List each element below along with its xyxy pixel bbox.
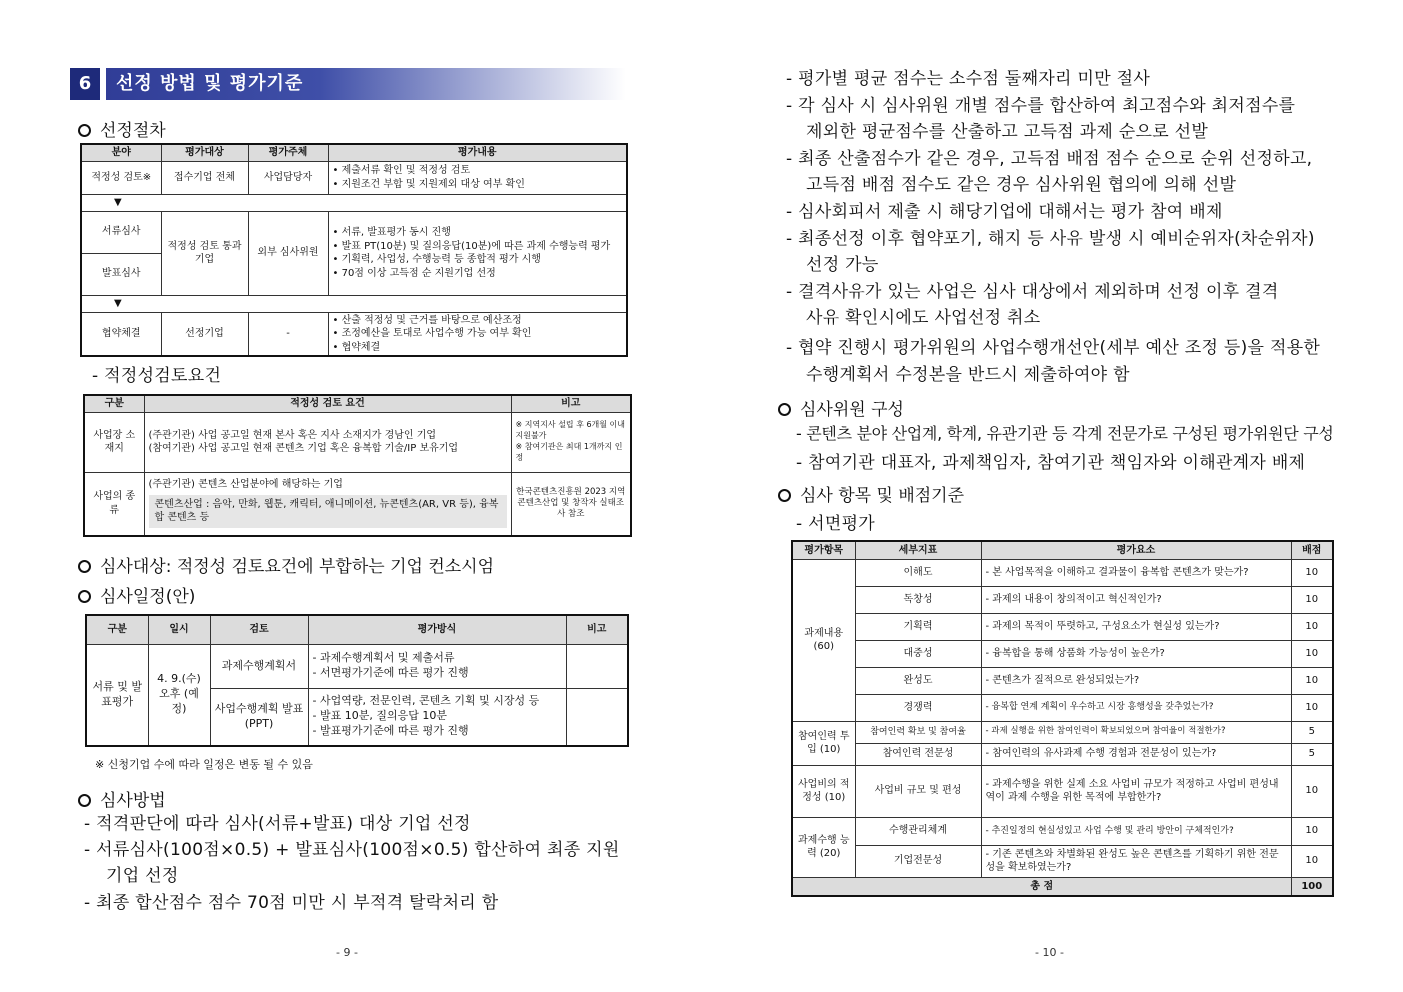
location-label: 사업장 소재지 (84, 412, 144, 472)
method-line: - 적격판단에 따라 심사(서류+발표) 대상 기업 선정 (84, 814, 471, 834)
schedule-date: 4. 9.(수) 오후 (예정) (148, 644, 210, 746)
rule-line: - 각 심사 시 심사위원 개별 점수를 합산하여 최고점수와 최저점수를 (786, 96, 1296, 116)
row-target: 적정성 검토 통과기업 (161, 211, 248, 295)
element: - 기존 콘텐츠와 차별화된 완성도 높은 콘텐츠를 기획하기 위한 전문성을 확보하였는가? (981, 845, 1291, 877)
row-field: 적정성 검토※ (81, 161, 161, 194)
row-target: 접수기업 전체 (161, 161, 248, 194)
header-note: 비고 (511, 395, 631, 412)
note-empty (566, 688, 628, 746)
header-review: 검토 (210, 615, 308, 644)
method-heading: 심사방법 (78, 786, 166, 811)
content-industry-box: 콘텐츠산업 : 음악, 만화, 웹툰, 캐릭터, 애니메이션, 뉴콘텐츠(AR, VR 등), 융복합 콘텐츠 등 (149, 495, 507, 528)
schedule-note: ※ 신청기업 수에 따라 일정은 변동 될 수 있음 (95, 758, 313, 771)
rule-line: 제외한 평균점수를 산출하고 고득점 과제 순으로 선발 (806, 122, 1209, 142)
element: - 과제의 내용이 창의적이고 혁신적인가? (981, 586, 1291, 613)
indicator: 사업비 규모 및 편성 (855, 765, 981, 817)
right-page (700, 0, 1403, 992)
row-field-doc: 서류심사 (81, 211, 161, 253)
method-line: - 최종 합산점수 점수 70점 미만 시 부적격 탈락처리 함 (84, 893, 499, 913)
indicator: 수행관리체계 (855, 817, 981, 845)
row-field-pt: 발표심사 (81, 253, 161, 295)
rule-line: - 심사회피서 제출 시 해당기업에 대해서는 평가 참여 배제 (786, 202, 1223, 222)
location-note: ※ 지역지사 설립 후 6개월 이내 지원불가 ※ 참여기관은 최대 1개까지 인정 (511, 412, 631, 472)
score: 10 (1291, 613, 1333, 640)
flow-arrow: ▼ (81, 295, 627, 312)
header-field: 분야 (81, 144, 161, 161)
method-line: - 서류심사(100점×0.5) + 발표심사(100점×0.5) 합산하여 최종 지원 (84, 840, 620, 860)
schedule-table (85, 614, 629, 747)
score: 10 (1291, 586, 1333, 613)
procedure-table (80, 143, 628, 357)
page-number: - 9 - (336, 946, 358, 959)
rule-line: 선정 가능 (806, 255, 879, 275)
method-plan: - 과제수행계획서 및 제출서류 - 서면평가기준에 따른 평가 진행 (308, 644, 566, 688)
score: 5 (1291, 721, 1333, 743)
eligibility-table (83, 394, 632, 537)
page-number: - 10 - (1035, 946, 1064, 959)
rule-line: - 협약 진행시 평가위원의 사업수행개선안(세부 예산 조정 등)을 적용한 (786, 338, 1321, 358)
note-empty (566, 644, 628, 688)
rule-line: 사유 확인시에도 사업선정 취소 (806, 308, 1041, 328)
element: - 융복합을 통해 상품화 가능성이 높은가? (981, 640, 1291, 667)
header-element: 평가요소 (981, 541, 1291, 559)
header-category: 구분 (86, 615, 148, 644)
score: 5 (1291, 743, 1333, 765)
indicator: 참여인력 전문성 (855, 743, 981, 765)
score: 10 (1291, 845, 1333, 877)
indicator: 경쟁력 (855, 694, 981, 721)
business-type-requirement: (주관기관) 콘텐츠 산업분야에 해당하는 기업 콘텐츠산업 : 음악, 만화, 웹툰, 캐릭터, 애니메이션, 뉴콘텐츠(AR, VR 등), 융복합 콘텐츠 등 (144, 472, 511, 536)
element: - 융복합 연계 계획이 우수하고 시장 흥행성을 갖추었는가? (981, 694, 1291, 721)
location-requirement: (주관기관) 사업 공고일 현재 본사 혹은 지사 소재지가 경남인 기업 (참여기관) 사업 공고일 현재 콘텐츠 기업 혹은 융복합 기술/IP 보유기업 (144, 412, 511, 472)
committee-line: - 참여기관 대표자, 과제책임자, 참여기관 책임자와 이해관계자 배제 (796, 453, 1306, 473)
method-pt: - 사업역량, 전문인력, 콘텐츠 기획 및 시장성 등 - 발표 10분, 질의응답 10분 - 발표평가기준에 따른 평가 진행 (308, 688, 566, 746)
header-note: 비고 (566, 615, 628, 644)
element: - 참여인력의 유사과제 수행 경험과 전문성이 있는가? (981, 743, 1291, 765)
procedure-heading: 선정절차 (78, 116, 166, 141)
score: 10 (1291, 694, 1333, 721)
score: 10 (1291, 667, 1333, 694)
left-page (0, 0, 700, 992)
header-content: 평가내용 (328, 144, 627, 161)
eligibility-heading: - 적정성검토요건 (92, 366, 222, 386)
circle-bullet-icon (78, 590, 91, 603)
row-content: • 제출서류 확인 및 적정성 검토 • 지원조건 부합 및 지원제외 대상 여부 확인 (328, 161, 627, 194)
rule-line: - 최종선정 이후 협약포기, 해지 등 사유 발생 시 예비순위자(차순위자) (786, 229, 1315, 249)
indicator: 기업전문성 (855, 845, 981, 877)
element: - 과제의 목적이 뚜렷하고, 구성요소가 현실성 있는가? (981, 613, 1291, 640)
total-score: 100 (1291, 877, 1333, 896)
committee-line: - 콘텐츠 분야 산업계, 학계, 유관기관 등 각계 전문가로 구성된 평가위원단 구성 (796, 424, 1334, 443)
circle-bullet-icon (78, 794, 91, 807)
group-name: 참여인력 투입 (10) (792, 721, 855, 765)
circle-bullet-icon (78, 124, 91, 137)
row-content: • 서류, 발표평가 동시 진행 • 발표 PT(10분) 및 질의응답(10분)에 따른 과제 수행능력 평가 • 기획력, 사업성, 수행능력 등 종합적 평가 시행 • 70점 이상 고득점 순 지원기업 선정 (328, 211, 627, 295)
review-plan: 과제수행계획서 (210, 644, 308, 688)
element: - 과제수행을 위한 실제 소요 사업비 규모가 적정하고 사업비 편성내역이 과제 수행을 위한 목적에 부합한가? (981, 765, 1291, 817)
total-label: 총 점 (792, 877, 1291, 896)
schedule-heading: 심사일정(안) (78, 582, 195, 607)
method-line: 기업 선정 (106, 866, 179, 886)
circle-bullet-icon (778, 489, 791, 502)
section-number: 6 (70, 68, 100, 100)
header-method: 평가방식 (308, 615, 566, 644)
committee-heading: 심사위원 구성 (778, 395, 904, 420)
flow-arrow: ▼ (81, 194, 627, 211)
score: 10 (1291, 640, 1333, 667)
rule-line: - 결격사유가 있는 사업은 심사 대상에서 제외하며 선정 이후 결격 (786, 282, 1279, 302)
business-type-note: 한국콘텐츠진흥원 2023 지역콘텐츠산업 및 창작자 실태조사 참조 (511, 472, 631, 536)
header-date: 일시 (148, 615, 210, 644)
indicator: 대중성 (855, 640, 981, 667)
score: 10 (1291, 765, 1333, 817)
indicator: 완성도 (855, 667, 981, 694)
schedule-category: 서류 및 발표평가 (86, 644, 148, 746)
row-subject: 외부 심사위원 (248, 211, 328, 295)
row-content: • 산출 적정성 및 근거를 바탕으로 예산조정 • 조정예산을 토대로 사업수행 가능 여부 확인 • 협약체결 (328, 312, 627, 356)
row-field: 협약체결 (81, 312, 161, 356)
element: - 과제 실행을 위한 참여인력이 확보되었으며 참여율이 적절한가? (981, 721, 1291, 743)
indicator: 이해도 (855, 559, 981, 586)
indicator: 독창성 (855, 586, 981, 613)
business-type-label: 사업의 종류 (84, 472, 144, 536)
section-title: 선정 방법 및 평가기준 (116, 73, 304, 94)
element: - 추진일정의 현실성있고 사업 수행 및 관리 방안이 구체적인가? (981, 817, 1291, 845)
review-pt: 사업수행계획 발표(PPT) (210, 688, 308, 746)
rule-line: 수행계획서 수정본을 반드시 제출하여야 함 (806, 365, 1130, 385)
header-indicator: 세부지표 (855, 541, 981, 559)
score: 10 (1291, 559, 1333, 586)
criteria-heading: 심사 항목 및 배점기준 (778, 481, 964, 506)
row-subject: - (248, 312, 328, 356)
indicator: 기획력 (855, 613, 981, 640)
indicator: 참여인력 확보 및 참여율 (855, 721, 981, 743)
element: - 콘텐츠가 질적으로 완성되었는가? (981, 667, 1291, 694)
row-subject: 사업담당자 (248, 161, 328, 194)
group-name: 과제수행 능력 (20) (792, 817, 855, 877)
element: - 본 사업목적을 이해하고 결과물이 융복합 콘텐츠가 맞는가? (981, 559, 1291, 586)
header-target: 평가대상 (161, 144, 248, 161)
group-name: 사업비의 적정성 (10) (792, 765, 855, 817)
header-requirement: 적정성 검토 요건 (144, 395, 511, 412)
section-banner (70, 68, 626, 100)
rule-line: - 최종 산출점수가 같은 경우, 고득점 배점 점수 순으로 순위 선정하고, (786, 149, 1313, 169)
header-item: 평가항목 (792, 541, 855, 559)
circle-bullet-icon (778, 403, 791, 416)
score: 10 (1291, 817, 1333, 845)
header-score: 배점 (1291, 541, 1333, 559)
group-name: 과제내용 (60) (792, 559, 855, 721)
rule-line: - 평가별 평균 점수는 소수점 둘째자리 미만 절사 (786, 69, 1151, 89)
header-category: 구분 (84, 395, 144, 412)
row-target: 선정기업 (161, 312, 248, 356)
target-heading: 심사대상: 적정성 검토요건에 부합하는 기업 컨소시엄 (78, 552, 494, 577)
criteria-table (791, 540, 1334, 897)
rule-line: 고득점 배점 점수도 같은 경우 심사위원 협의에 의해 선발 (806, 175, 1237, 195)
circle-bullet-icon (78, 560, 91, 573)
criteria-sub: - 서면평가 (796, 514, 876, 534)
header-subject: 평가주체 (248, 144, 328, 161)
